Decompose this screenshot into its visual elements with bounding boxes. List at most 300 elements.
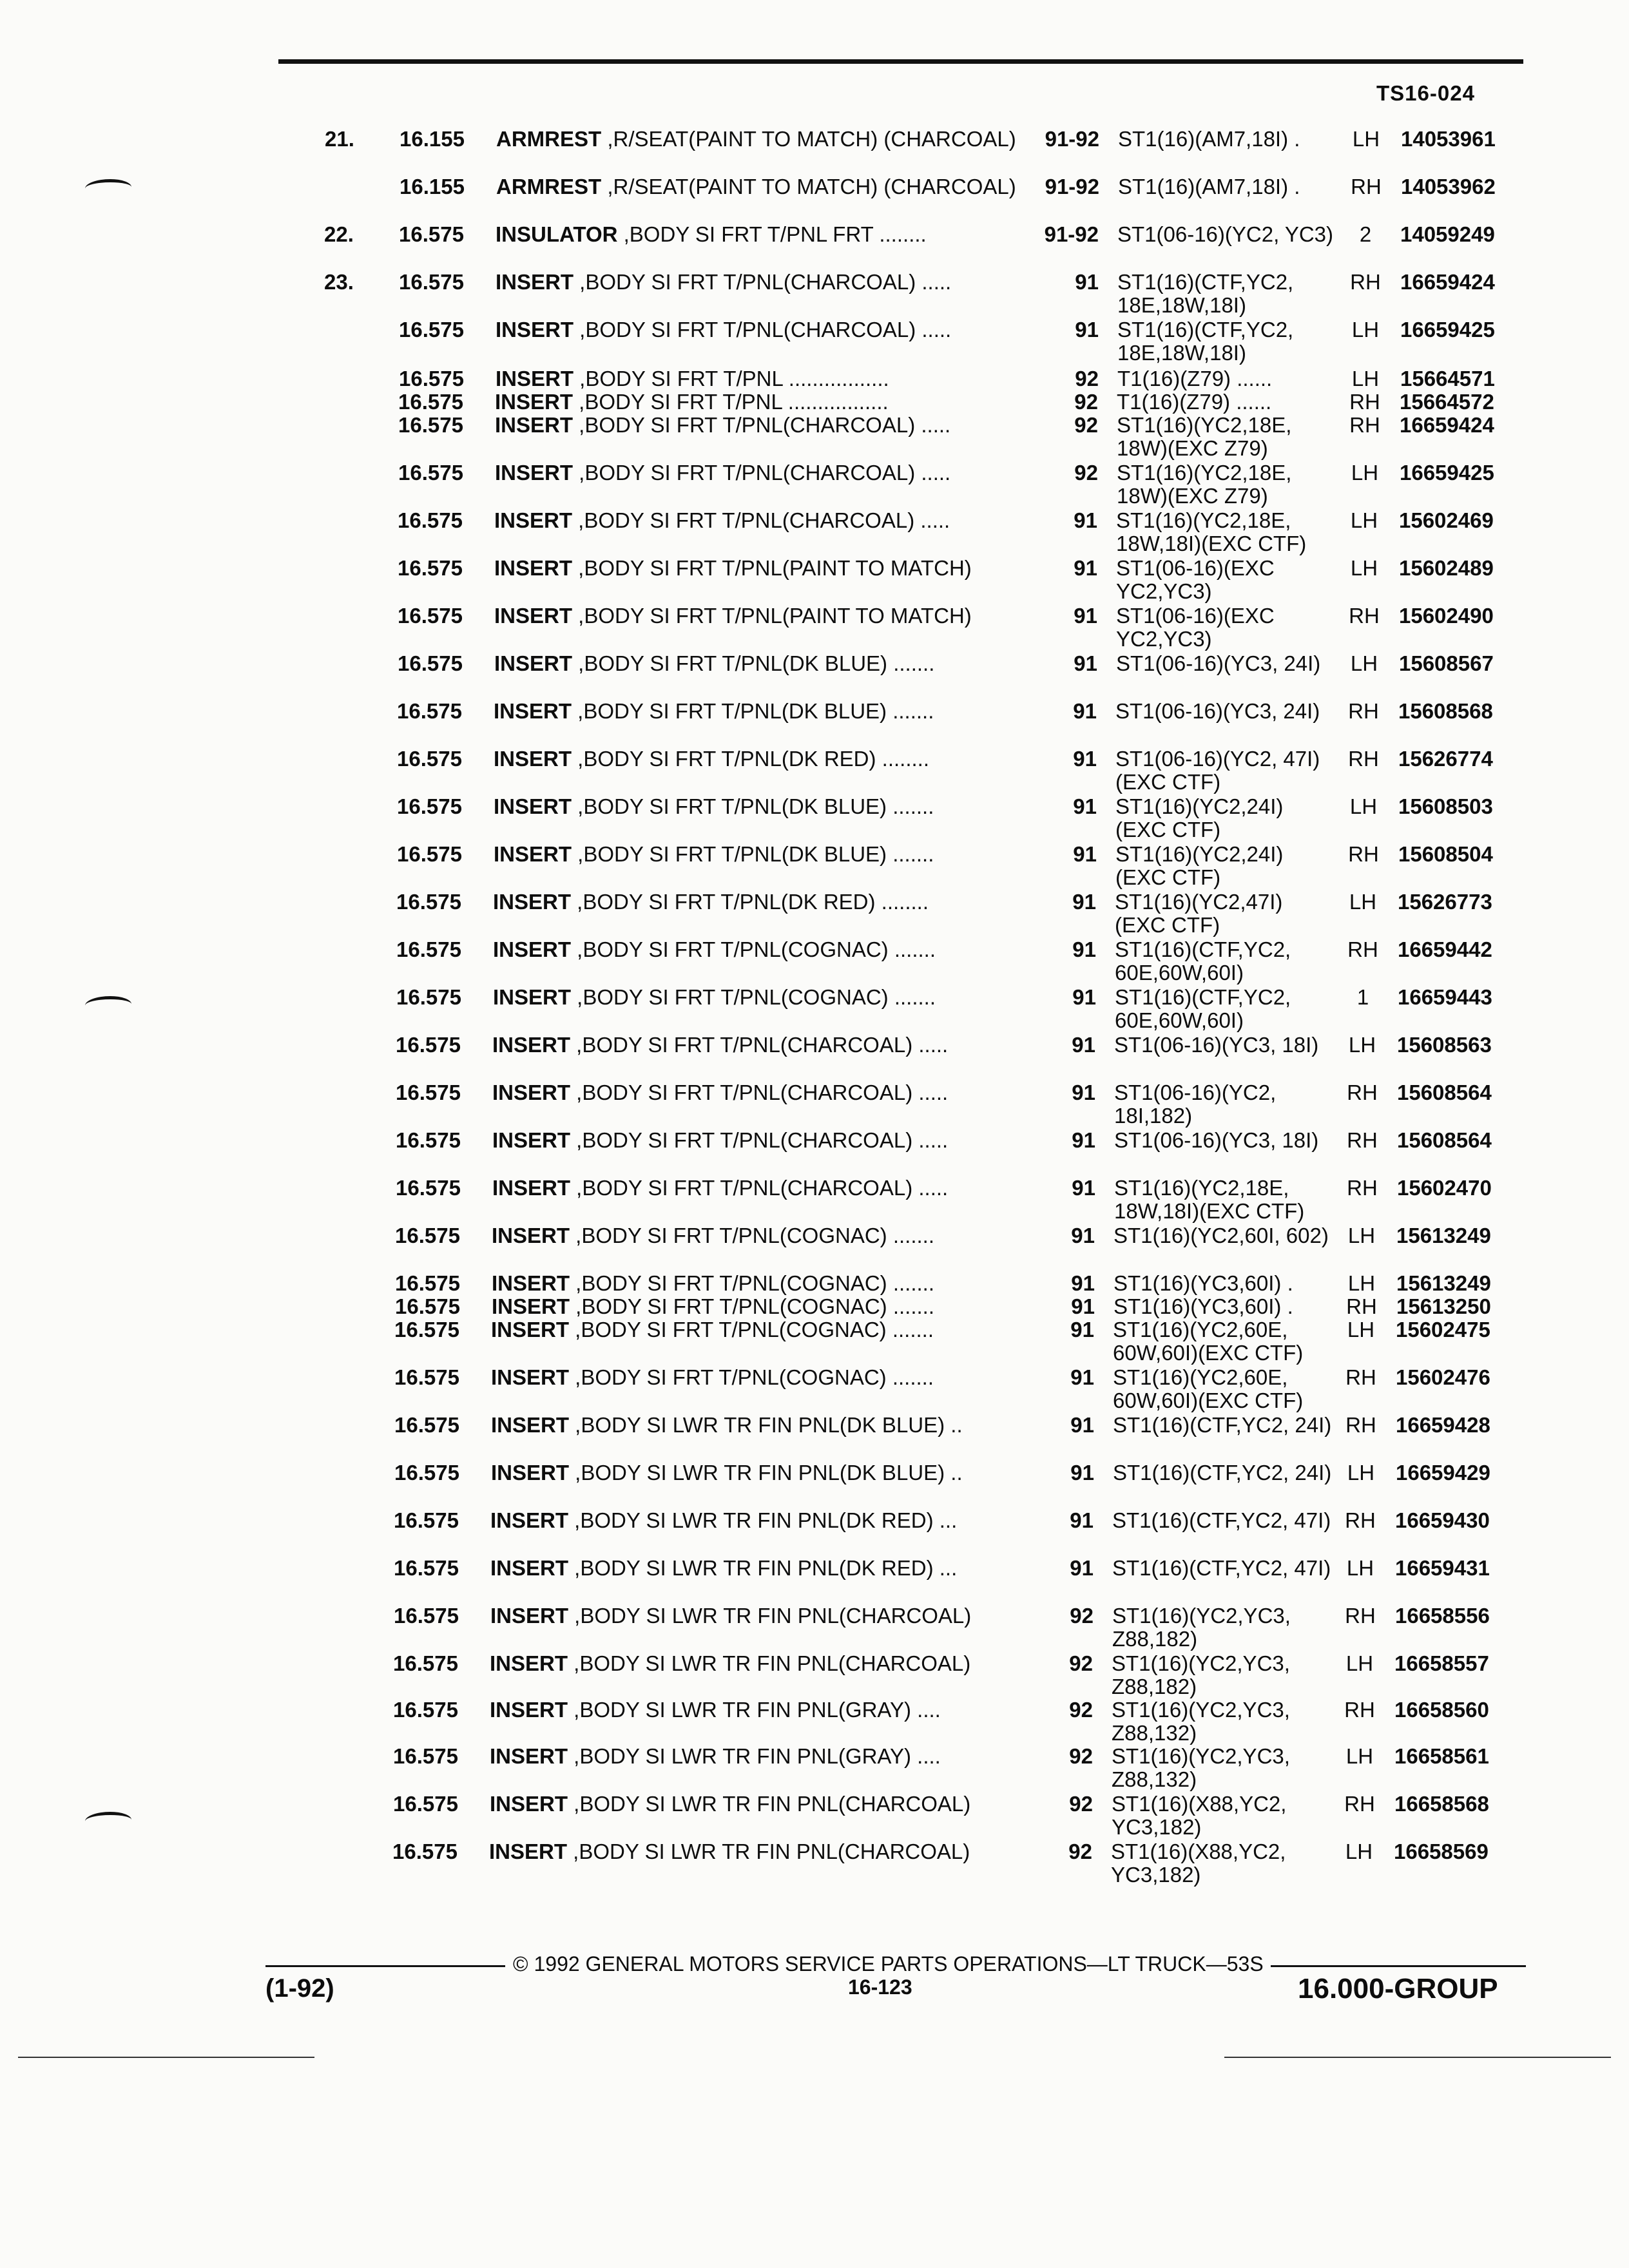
quantity-side: RH [1346,1294,1377,1318]
quantity-side: LH [1352,127,1380,151]
part-number: 15608564 [1397,1081,1492,1104]
group-number: 16.575 [399,270,464,294]
part-name: INSERT [490,1604,569,1628]
model-year: 92 [1069,1792,1093,1816]
part-description [490,1509,1025,1532]
part-name: INSERT [492,1128,571,1152]
group-number: 16.575 [395,1224,460,1247]
quantity-side: RH [1347,1128,1378,1152]
parts-row [0,1792,1623,1840]
part-description [491,1366,1026,1389]
part-name: INSERT [490,1698,568,1722]
part-description [494,509,1029,532]
application: ST1(16)(YC2,18E, 18W)(EXC Z79) [1117,461,1292,508]
part-number: 16659443 [1398,985,1492,1009]
part-detail: ,BODY SI FRT T/PNL(PAINT TO MATCH) [572,604,972,628]
parts-row [0,1745,1623,1792]
parts-row [0,1177,1625,1224]
quantity-side: RH [1351,175,1382,198]
part-name: INSERT [494,699,572,723]
part-detail: ,BODY SI FRT T/PNL(DK BLUE) ....... [572,842,934,866]
parts-row [0,175,1629,223]
part-name: ARMREST [496,127,602,151]
group-number: 16.155 [400,175,465,198]
part-number: 14053962 [1401,175,1496,198]
part-detail: ,BODY SI LWR TR FIN PNL(DK BLUE) .. [569,1413,963,1437]
part-number: 16658557 [1394,1651,1489,1675]
part-detail: ,BODY SI FRT T/PNL(CHARCOAL) ..... [570,1128,949,1152]
model-year: 91 [1074,604,1097,628]
part-description [496,175,1031,198]
part-description [490,1792,1025,1816]
part-number: 15613249 [1396,1224,1491,1247]
part-detail: ,BODY SI LWR TR FIN PNL(CHARCOAL) [567,1840,970,1863]
group-number: 16.575 [394,1556,459,1580]
part-name: ARMREST [496,175,602,198]
item-number: 22. [324,222,354,246]
part-name: INSERT [492,1081,571,1104]
parts-row [0,1224,1624,1272]
group-number: 16.575 [399,222,464,246]
group-number: 16.575 [397,699,462,723]
quantity-side: LH [1347,1318,1375,1341]
group-number: 16.575 [397,747,462,771]
group-number: 16.575 [393,1651,458,1675]
part-number: 16659425 [1400,318,1495,341]
application: ST1(06-16)(YC3, 18I) [1114,1128,1319,1152]
part-number: 16659442 [1398,937,1492,961]
model-year: 91 [1074,651,1097,675]
bottom-rule-left [18,2057,314,2058]
part-detail: ,BODY SI FRT T/PNL(CHARCOAL) ..... [573,461,951,485]
parts-row [0,1461,1624,1509]
model-year: 92 [1069,1744,1093,1768]
quantity-side: RH [1344,1698,1375,1722]
quantity-side: LH [1350,508,1378,532]
application: ST1(16)(CTF,YC2, 24I) [1113,1413,1332,1437]
part-detail: ,BODY SI FRT T/PNL(DK BLUE) ....... [572,651,935,675]
group-number: 16.575 [395,1294,460,1318]
parts-row [0,1604,1623,1652]
part-name: INSERT [490,1651,568,1675]
model-year: 91-92 [1045,175,1099,198]
application: ST1(16)(CTF,YC2, 24I) [1113,1461,1332,1485]
model-year: 91 [1075,270,1099,294]
application: ST1(06-16)(YC3, 18I) [1114,1033,1319,1057]
part-number: 16658561 [1394,1744,1489,1768]
part-number: 16659425 [1400,461,1494,485]
top-rule [278,59,1523,64]
application: ST1(06-16)(YC3, 24I) [1115,699,1320,723]
group-number: 16.575 [398,556,463,580]
quantity-side: LH [1346,1556,1374,1580]
footer-rule-left [265,1965,505,1967]
model-year: 91 [1072,985,1096,1009]
group-number: 16.575 [398,651,463,675]
model-year: 92 [1069,1651,1093,1675]
part-number: 15608568 [1398,699,1493,723]
part-detail: ,BODY SI FRT T/PNL(COGNAC) ....... [571,937,936,961]
application: ST1(16)(YC2,60I, 602) [1113,1224,1329,1247]
model-year: 91 [1071,1224,1095,1247]
application: ST1(16)(CTF,YC2, 18E,18W,18I) [1117,318,1294,365]
application: ST1(16)(X88,YC2, YC3,182) [1111,1840,1286,1887]
part-description [492,1177,1027,1200]
part-description [496,128,1031,151]
part-detail: ,BODY SI LWR TR FIN PNL(GRAY) .... [568,1744,941,1768]
binder-hole-mark [85,179,131,197]
part-description [494,557,1029,580]
part-number: 15664571 [1400,367,1495,390]
footer-date: (1-92) [265,1974,334,2003]
part-number: 15602476 [1396,1365,1490,1389]
group-number: 16.575 [394,1461,459,1485]
part-name: INSERT [494,556,573,580]
part-description [490,1698,1025,1722]
part-name: INSERT [495,461,574,485]
part-description [489,1840,1024,1863]
model-year: 91 [1073,794,1097,818]
application: ST1(16)(YC2,YC3, Z88,182) [1112,1604,1291,1651]
group-number: 16.575 [396,890,461,914]
part-number: 16659431 [1395,1556,1490,1580]
parts-row [0,1318,1624,1366]
part-description [490,1604,1025,1628]
model-year: 91 [1073,747,1097,771]
quantity-side: RH [1350,270,1381,294]
parts-row [0,700,1626,747]
parts-row [0,509,1627,557]
part-detail: ,BODY SI LWR TR FIN PNL(DK BLUE) .. [569,1461,963,1485]
part-detail: ,BODY SI LWR TR FIN PNL(CHARCOAL) [568,1651,971,1675]
group-number: 16.575 [394,1318,459,1341]
application: ST1(16)(X88,YC2, YC3,182) [1112,1792,1287,1839]
part-detail: ,BODY SI LWR TR FIN PNL(DK RED) ... [568,1556,958,1580]
part-name: INSERT [490,1744,568,1768]
group-number: 16.575 [397,842,462,866]
part-number: 15602469 [1399,508,1494,532]
parts-row [0,318,1628,366]
part-name: INSERT [494,651,573,675]
application: ST1(16)(YC2,18E, 18W,18I)(EXC CTF) [1116,508,1307,555]
footer-page-number: 16-123 [848,1975,912,1999]
model-year: 92 [1070,1604,1094,1628]
parts-row [0,1840,1622,1888]
quantity-side: LH [1350,651,1378,675]
application: ST1(06-16)(YC2, 18I,182) [1114,1081,1277,1128]
part-description [490,1745,1025,1768]
quantity-side: RH [1344,1792,1375,1816]
quantity-side: LH [1351,461,1379,485]
parts-row [0,1698,1623,1746]
parts-row [0,652,1627,700]
quantity-side: LH [1345,1744,1374,1768]
model-year: 91 [1071,1271,1095,1295]
model-year: 92 [1074,461,1098,485]
group-number: 16.575 [397,794,462,818]
document-code: TS16-024 [1376,81,1475,105]
group-number: 16.575 [393,1792,458,1816]
part-number: 15608504 [1398,842,1493,866]
part-description [492,1081,1027,1104]
part-number: 15613250 [1396,1294,1491,1318]
part-name: INSERT [494,794,572,818]
part-description [492,1224,1027,1247]
application: ST1(06-16)(YC2, YC3) [1117,222,1334,246]
model-year: 92 [1074,390,1098,414]
quantity-side: 2 [1359,222,1372,246]
application: ST1(16)(CTF,YC2, 60E,60W,60I) [1115,937,1291,985]
application: ST1(16)(YC2,YC3, Z88,132) [1112,1744,1290,1791]
group-number: 16.155 [400,127,465,151]
part-name: INSERT [496,318,574,341]
model-year: 91 [1070,1556,1094,1580]
group-number: 16.575 [394,1413,459,1437]
part-detail: ,BODY SI LWR TR FIN PNL(DK RED) ... [568,1508,958,1532]
part-description [491,1461,1026,1485]
group-number: 16.575 [398,461,463,485]
part-number: 16658556 [1395,1604,1490,1628]
part-name: INSERT [491,1365,570,1389]
part-detail: ,BODY SI FRT T/PNL(CHARCOAL) ..... [573,413,951,437]
model-year: 91 [1072,1128,1095,1152]
model-year: 91 [1070,1461,1094,1485]
quantity-side: LH [1349,890,1377,914]
quantity-side: RH [1348,747,1379,771]
parts-row [0,1366,1624,1414]
part-description [495,414,1030,437]
part-name: INSERT [492,1033,571,1057]
application: ST1(06-16)(EXC YC2,YC3) [1116,556,1275,603]
quantity-side: RH [1348,842,1379,866]
model-year: 91 [1070,1413,1094,1437]
application: ST1(16)(YC2,YC3, Z88,182) [1112,1651,1290,1698]
part-detail: ,BODY SI FRT T/PNL(COGNAC) ....... [570,1224,935,1247]
group-number: 16.575 [393,1744,458,1768]
part-name: INSERT [490,1792,568,1816]
model-year: 91-92 [1044,222,1099,246]
part-detail: ,BODY SI FRT T/PNL(COGNAC) ....... [569,1365,934,1389]
part-number: 16658560 [1394,1698,1489,1722]
part-detail: ,BODY SI FRT T/PNL(DK BLUE) ....... [572,699,934,723]
quantity-side: LH [1345,1840,1373,1863]
group-number: 16.575 [398,604,463,628]
parts-row [0,223,1628,271]
part-description [494,747,1028,771]
group-number: 16.575 [393,1698,458,1722]
part-description [496,367,1030,390]
quantity-side: LH [1348,1033,1376,1057]
parts-row [0,557,1627,604]
part-detail: ,BODY SI FRT T/PNL(DK BLUE) ....... [572,794,934,818]
model-year: 91 [1073,842,1097,866]
part-description [491,1318,1026,1341]
application: ST1(16)(YC2,18E, 18W)(EXC Z79) [1117,413,1292,460]
group-number: 16.575 [396,985,461,1009]
part-description [494,843,1028,866]
group-number: 16.575 [396,1033,461,1057]
quantity-side: RH [1349,413,1380,437]
part-number: 15602489 [1399,556,1494,580]
part-name: INSERT [493,890,572,914]
parts-row [0,414,1628,461]
part-name: INSERT [493,985,572,1009]
part-name: INSERT [491,1318,570,1341]
part-detail: ,BODY SI FRT T/PNL(CHARCOAL) ..... [572,508,950,532]
quantity-side: 1 [1356,985,1369,1009]
application: ST1(16)(YC2,47I) (EXC CTF) [1115,890,1283,937]
part-name: INSERT [493,937,572,961]
model-year: 92 [1068,1840,1092,1863]
application: ST1(16)(AM7,18I) . [1118,175,1300,198]
group-number: 16.575 [396,1128,461,1152]
quantity-side: LH [1347,1224,1376,1247]
part-number: 14053961 [1401,127,1496,151]
part-number: 15608564 [1397,1128,1492,1152]
parts-row [0,128,1629,175]
group-number: 16.575 [398,390,463,414]
part-description [493,986,1028,1009]
group-number: 16.575 [399,318,464,341]
quantity-side: RH [1347,1176,1378,1200]
model-year: 91 [1073,699,1097,723]
model-year: 91 [1070,1365,1094,1389]
model-year: 91 [1072,1176,1095,1200]
application: ST1(16)(YC2,24I) (EXC CTF) [1115,842,1284,889]
quantity-side: RH [1345,1604,1376,1628]
part-name: INSERT [495,390,574,414]
part-number: 15613249 [1396,1271,1491,1295]
group-number: 16.575 [396,937,461,961]
part-detail: ,BODY SI FRT T/PNL(PAINT TO MATCH) [572,556,972,580]
group-number: 16.575 [396,1081,461,1104]
part-number: 16659424 [1400,413,1494,437]
model-year: 91 [1070,1318,1094,1341]
parts-row [0,747,1626,795]
part-name: INSERT [492,1271,570,1295]
part-number: 15602475 [1396,1318,1490,1341]
part-detail: ,BODY SI FRT T/PNL(CHARCOAL) ..... [570,1176,949,1200]
part-detail: ,BODY SI FRT T/PNL(CHARCOAL) ..... [574,270,952,294]
part-description [494,700,1028,723]
quantity-side: RH [1347,937,1378,961]
application: ST1(06-16)(YC2, 47I)(EXC CTF) [1115,747,1320,794]
application: ST1(06-16)(EXC YC2,YC3) [1116,604,1275,651]
part-number: 15608503 [1398,794,1493,818]
model-year: 91 [1070,1508,1094,1532]
part-name: INSERT [494,842,572,866]
part-detail: ,BODY SI FRT T/PNL FRT ........ [617,222,927,246]
parts-row [0,1557,1623,1604]
part-description [491,1414,1026,1437]
part-description [492,1129,1027,1152]
part-number: 16658569 [1394,1840,1489,1863]
application: ST1(16)(YC2,24I) (EXC CTF) [1115,794,1284,841]
application: ST1(16)(YC3,60I) . [1113,1271,1293,1295]
application: ST1(16)(AM7,18I) . [1118,127,1300,151]
item-number: 21. [325,127,354,151]
part-detail: ,R/SEAT(PAINT TO MATCH) (CHARCOAL) [601,127,1016,151]
parts-row [0,938,1626,986]
part-description [490,1652,1025,1675]
parts-row [0,1081,1625,1129]
application: ST1(16)(CTF,YC2, 18E,18W,18I) [1117,270,1294,317]
part-detail: ,BODY SI LWR TR FIN PNL(CHARCOAL) [568,1604,972,1628]
application: ST1(16)(YC3,60I) . [1113,1294,1293,1318]
part-number: 15608563 [1397,1033,1492,1057]
group-number: 16.575 [399,367,464,390]
part-description [493,890,1028,914]
application: ST1(16)(CTF,YC2, 47I) [1112,1508,1331,1532]
part-detail: ,BODY SI FRT T/PNL(COGNAC) ....... [570,1271,935,1295]
model-year: 91 [1075,318,1099,341]
part-name: INSULATOR [496,222,618,246]
part-number: 15626774 [1398,747,1493,771]
part-name: INSERT [489,1840,568,1863]
group-number: 16.575 [395,1271,460,1295]
part-description [494,652,1029,675]
part-description [496,318,1030,341]
part-name: INSERT [490,1508,569,1532]
model-year: 91 [1072,1081,1095,1104]
part-number: 16659429 [1396,1461,1490,1485]
quantity-side: RH [1349,390,1380,414]
group-number: 16.575 [398,508,463,532]
part-number: 16659424 [1400,270,1495,294]
application: T1(16)(Z79) ...... [1117,367,1273,390]
part-name: INSERT [496,367,574,390]
application: ST1(16)(YC2,18E, 18W,18I)(EXC CTF) [1114,1176,1305,1223]
quantity-side: LH [1347,1271,1376,1295]
part-detail: ,BODY SI FRT T/PNL(CHARCOAL) ..... [570,1033,949,1057]
parts-row [0,1414,1624,1461]
part-name: INSERT [492,1294,570,1318]
quantity-side: LH [1345,1651,1374,1675]
group-number: 16.575 [392,1840,458,1863]
parts-row [0,271,1628,318]
group-number: 16.575 [394,1365,459,1389]
parts-row [0,1509,1623,1557]
application: ST1(16)(YC2,YC3, Z88,132) [1112,1698,1290,1745]
quantity-side: LH [1347,1461,1375,1485]
model-year: 91 [1072,890,1096,914]
part-number: 15608567 [1399,651,1494,675]
part-number: 15602490 [1399,604,1494,628]
part-number: 14059249 [1400,222,1495,246]
model-year: 91 [1072,1033,1095,1057]
part-detail: ,BODY SI FRT T/PNL(COGNAC) ....... [571,985,936,1009]
model-year: 91 [1074,508,1097,532]
parts-row [0,986,1626,1033]
part-name: INSERT [494,604,573,628]
part-detail: ,R/SEAT(PAINT TO MATCH) (CHARCOAL) [601,175,1016,198]
part-description [496,223,1030,246]
part-detail: ,BODY SI FRT T/PNL(CHARCOAL) ..... [574,318,952,341]
group-number: 16.575 [398,413,463,437]
parts-row [0,604,1627,652]
part-name: INSERT [492,1176,571,1200]
part-name: INSERT [491,1413,570,1437]
part-description [490,1557,1025,1580]
part-number: 15626773 [1398,890,1492,914]
item-number: 23. [324,270,354,294]
part-number: 16658568 [1394,1792,1489,1816]
part-name: INSERT [491,1461,570,1485]
binder-hole-mark [85,1812,131,1829]
parts-row [0,843,1626,890]
parts-row [0,1652,1623,1700]
part-description [496,271,1030,294]
